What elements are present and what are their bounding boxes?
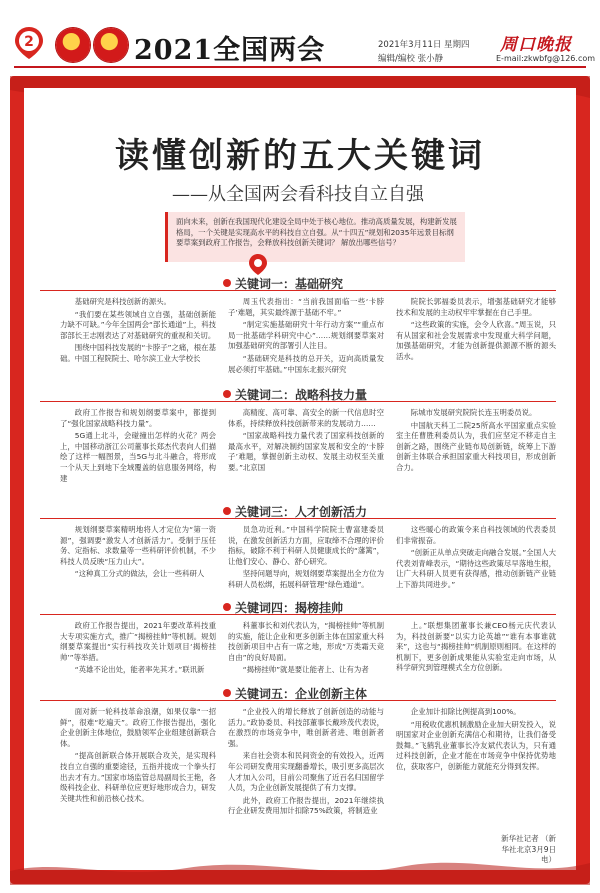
- section-2-column-2: [228, 408, 384, 498]
- paragraph: 规划纲要草案精明地将人才定位为“第一资源”，强调要“激发人才创新活力”。受制于压任务、定指标、求数量等一些科研评价机制，不少科技人员反映“压力山大”。: [60, 525, 216, 566]
- page-number-badge: [14, 26, 44, 60]
- paragraph: 来自社会资本和民间资金的有效投入，近两年公司研发费用实现翻番增长，吸引更多高层次人才加入公司，目前公司聚焦了近百名归国留学人员，为企业创新发展提供了有力支撑。: [228, 751, 384, 793]
- issue-date: 2021年3月11日 星期四: [378, 40, 470, 50]
- paragraph: “提高创新联合体开展联合攻关，是实现科技自立自强的重要途径，五指并拢成一个拳头打出去才有力。”国家市场监管总局副局长王艳，各级科技企业、科研单位应更好地形成合力，研发关键共性和前沿核心技术。: [60, 751, 216, 803]
- newspaper-masthead: 周口晚报: [500, 35, 572, 55]
- section-5-column-2: [228, 707, 384, 837]
- paragraph: “用税收优惠机制激励企业加大研发投入，说明国家对企业创新充满信心和期待，让我们备受鼓舞。”飞鹤乳业董事长冷友斌代表认为，只有通过科技创新，企业才能在市场竞争中保持优势地位，获取客户，创新能力就能充分得到发挥。: [396, 719, 556, 771]
- article-subheadline: ——从全国两会看科技自立自强: [172, 184, 424, 205]
- keyword-label: 关键词一：基础研究: [235, 277, 344, 291]
- keyword-heading-1: [223, 275, 343, 292]
- section-1-column-2: [228, 297, 384, 381]
- keyword-label: 关键词二：战略科技力量: [235, 388, 368, 402]
- header-divider: [14, 66, 586, 68]
- paragraph: 科董事长和刘代表认为，“揭榜挂帅”等机制的实施，能让企业和更多创新主体在国家重大科技创新项目中占有一席之地，形成“万类霜天竞自由”的良好局面。: [228, 621, 384, 662]
- paragraph: “创新正从单点突破走向融合发展。”全国人大代表刘青峰表示，“期待这些政策尽早落地生根，让广大科研人员更有获得感，推动创新链产业链上下游共同进步。”: [396, 548, 556, 589]
- keyword-heading-3: [223, 503, 367, 520]
- cppcc-emblem-icon: [94, 28, 128, 62]
- paragraph: 围绕中国科技发展的“卡脖子”之痛，根在基础。中国工程院院士、哈尔滨工业大学校长: [60, 343, 216, 363]
- section-4-column-2: [228, 621, 384, 681]
- paragraph: 院院长郭福委员表示，增强基础研究才能够技术和发展的主动权牢牢掌握在自己手里。: [396, 297, 556, 317]
- paragraph: 上。”联想集团董事长兼CEO杨元庆代表认为，科技创新要“以实力论英雄”“谁有本事谁就来”，这也与“揭榜挂帅”机制原则相同。在这样的机制下，更多创新成果能从实验室走向市场，从科学研究到管理模式全方位创新。: [396, 621, 556, 673]
- article-byline: 新华社记者 （新华社北京3月9日电）: [501, 834, 556, 865]
- keyword-label: 关键词四：揭榜挂帅: [235, 601, 344, 615]
- paragraph: “基础研究是科技的总开关，迈向高质量发展必须打牢基础。”中国东北振兴研究: [228, 353, 384, 374]
- keyword-heading-2: [223, 386, 367, 403]
- paragraph: “国家战略科技力量代表了国家科技创新的最高水平，对解决制约国家发展和安全的‘卡脖子’难题，掌握创新主动权、发展主动权至关重要。”北京国: [228, 431, 384, 472]
- section-3-column-3: [396, 525, 556, 595]
- paragraph: 这些暖心的政策令来自科技领域的代表委员们非常振奋。: [396, 525, 556, 545]
- section-5-column-3: [396, 707, 556, 831]
- paragraph: 此外，政府工作报告提出，2021年继续执行企业研发费用加计扣除75%政策，将制造业: [228, 795, 384, 816]
- bullet-icon: [223, 390, 231, 398]
- contact-email: E-mail:zkwbfg@126.com: [496, 54, 596, 63]
- keyword-label: 关键词三：人才创新活力: [235, 505, 368, 519]
- page-header: [0, 0, 600, 70]
- section-4-column-3: [396, 621, 556, 681]
- paragraph: “制定实施基础研究十年行动方案”“重点布局一批基础学科研究中心”……规划纲要草案对加强基础研究的部署引人注目。: [228, 320, 384, 351]
- editor-credit: 编辑/编校 张小静: [378, 54, 444, 64]
- national-emblem-icon: [56, 28, 90, 62]
- paragraph: 际城市发展研究院院长连玉明委员说。: [410, 408, 537, 417]
- section-1-column-1: [60, 297, 216, 381]
- article-headline: 读懂创新的五大关键词: [115, 136, 485, 176]
- paragraph: 面对新一轮科技革命浪潮，如果仅靠“一招鲜”，很难“吃遍天”。政府工作报告提出，强化企业创新主体地位，鼓励领军企业组建创新联合体。: [60, 707, 216, 748]
- bullet-icon: [223, 279, 231, 287]
- paragraph: “我们要在某些领域自立自强，基础创新能力缺不可缺。”今年全国两会“部长通道”上，科技部部长王志刚表达了对基础研究的重视和关切。: [60, 309, 216, 340]
- paragraph: 企业加计扣除比例提高到100%。: [410, 707, 521, 716]
- section-title: 2021全国两会: [134, 35, 326, 66]
- section-3-column-2: [228, 525, 384, 595]
- bullet-icon: [223, 689, 231, 697]
- keyword-heading-4: [223, 599, 343, 616]
- page-number: 2: [24, 34, 34, 50]
- keyword-heading-5: [223, 685, 367, 702]
- paragraph: “这种真工分式的做法，会让一些科研人: [74, 569, 205, 579]
- paragraph: “揭榜挂帅”就是要让能者上、让有为者: [242, 665, 369, 675]
- article-intro: 面向未来，创新在我国现代化建设全局中处于核心地位。推动高质量发展，构建新发展格局，一个关键是实现高水平的科技自立自强。从“十四五”规划和2035年远景目标纲要草案到政府工作报告，会释放科技创新关键词？ 解放出哪些信号？: [165, 212, 465, 262]
- paragraph: 中国航天科工二院25所高水平国家重点实验室主任曹胜利委员认为，我们应坚定不移走自主创新之路，围绕产业链布局创新链，统筹上下游创新主体联合承担国家重大科技项目，形成创新合力。: [396, 420, 556, 472]
- paragraph: 基础研究是科技创新的源头。: [74, 297, 171, 306]
- bullet-icon: [223, 507, 231, 515]
- paragraph: 政府工作报告提出，2021年要改革科技重大专项实施方式，推广“揭榜挂帅”等机制。规划纲要草案提出“实行科技攻关计划项目‘揭榜挂帅’”等举措。: [60, 621, 216, 662]
- paragraph: 政府工作报告和规划纲要草案中，都提到了“强化国家战略科技力量”。: [60, 408, 216, 428]
- paragraph: 坚持问题导向，规划纲要草案提出全方位为科研人员松绑，拓展科研管理“绿色通道”。: [228, 569, 384, 589]
- keyword-label: 关键词五：企业创新主体: [235, 687, 368, 701]
- paragraph: 高精度、高可靠、高安全的新一代信息时空体系，持续释放科技创新带来的发展动力……: [228, 408, 384, 428]
- paragraph: 周玉代表指出：“当前我国面临一些‘卡脖子’难题，其实最终源于基础不牢。”: [228, 297, 384, 317]
- section-2-column-1: [60, 408, 216, 498]
- section-1-column-3: [396, 297, 556, 381]
- bullet-icon: [223, 603, 231, 611]
- map-pin-icon: [246, 252, 270, 276]
- section-2-column-3: [396, 408, 556, 498]
- paragraph: “这些政策的实施，会令人欣喜。”周玉说，只有从国家和社会发展需求中发现重大科学问题，加强基础研究，才能为创新提供源源不断的源头活水。: [396, 320, 556, 361]
- paragraph: “企业投入的增长释放了创新创造的动能与活力。”政协委员、科技部董事长戴珍茂代表说，在激烈的市场竞争中，唯创新者进、唯创新者强。: [228, 707, 384, 748]
- section-5-column-1: [60, 707, 216, 837]
- section-4-column-1: [60, 621, 216, 681]
- paragraph: 员急功近利。”中国科学院院士曹富建委员说，在激发创新活力方面，应取缔不合理的评价指标，破除不利于科研人员健康成长的“藩篱”，让他们安心、静心、舒心研究。: [228, 525, 384, 566]
- section-3-column-1: [60, 525, 216, 595]
- paragraph: “英雄不论出处，能者率先其才。”联讯新: [74, 665, 205, 675]
- paragraph: 5G通上北斗，会碰撞出怎样的火花？两会上，中国移动浙江公司董事长郑杰代表向人们描绘了这样一幅图景，当5G与北斗融合，将形成一个从天上到地下全域覆盖的信息服务网络，构建: [60, 431, 216, 483]
